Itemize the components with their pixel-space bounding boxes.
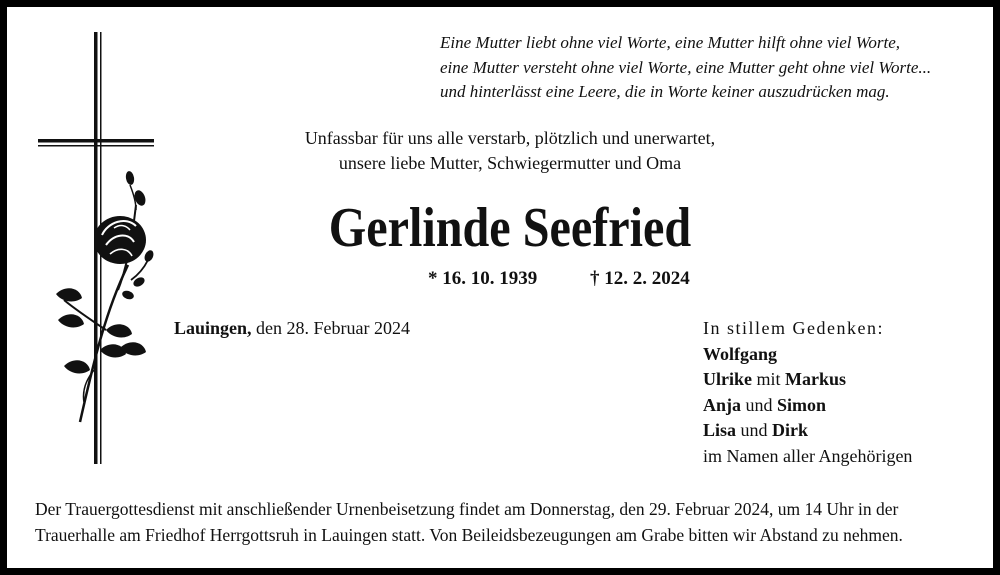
mourner-join: und (736, 420, 773, 440)
announcement-intro (250, 126, 770, 176)
cross-with-rose-icon (36, 30, 166, 470)
intro-line: unsere liebe Mutter, Schwiegermutter und Oma (338, 153, 682, 173)
deceased-name: Gerlinde Seefried (328, 197, 692, 259)
place-and-date (174, 316, 410, 340)
notice-date: den 28. Februar 2024 (251, 318, 410, 338)
mourner-name: Ulrike (703, 369, 752, 389)
service-line: Trauerhalle am Friedhof Herrgottsruh in Lauingen statt. Von Beileidsbezeugungen am Grabe bitten wir Abstand zu nehmen. (35, 525, 903, 545)
mourners-title: In stillem Gedenken: (703, 318, 884, 338)
mourner-row (703, 367, 973, 393)
poem-quote (440, 31, 980, 105)
poem-line: und hinterlässt eine Leere, die in Worte keiner auszudrücken mag. (440, 82, 890, 101)
mourner-name: Simon (777, 394, 827, 415)
place-name: Lauingen, (174, 318, 252, 338)
intro-line: Unfassbar für uns alle verstarb, plötzlich und unerwartet, (304, 128, 716, 148)
service-info (35, 496, 975, 548)
poem-line: Eine Mutter liebt ohne viel Worte, eine Mutter hilft ohne viel Worte, (440, 33, 900, 52)
mourner-name: Lisa (703, 420, 737, 440)
mourner-row (703, 393, 973, 419)
service-line: Der Trauergottesdienst mit anschließender Urnenbeisetzung findet am Donnerstag, den 29. Februar 2024, um 14 Uhr in der (35, 499, 899, 519)
mourner-name: Dirk (772, 420, 809, 440)
death-date: † 12. 2. 2024 (590, 268, 690, 289)
mourners-closing: im Namen aller Angehörigen (703, 445, 913, 466)
poem-line: eine Mutter versteht ohne viel Worte, eine Mutter geht ohne viel Worte... (440, 57, 932, 77)
birth-date: * 16. 10. 1939 (428, 268, 538, 289)
mourner-name: Markus (785, 369, 847, 389)
mourner-join: und (741, 394, 778, 415)
mourner-row (703, 418, 973, 444)
mourner-name: Anja (703, 394, 742, 415)
mourner-join: mit (752, 369, 786, 389)
mourner-name: Wolfgang (703, 343, 778, 364)
mourners-list (703, 316, 973, 469)
mourner-row (703, 342, 973, 368)
